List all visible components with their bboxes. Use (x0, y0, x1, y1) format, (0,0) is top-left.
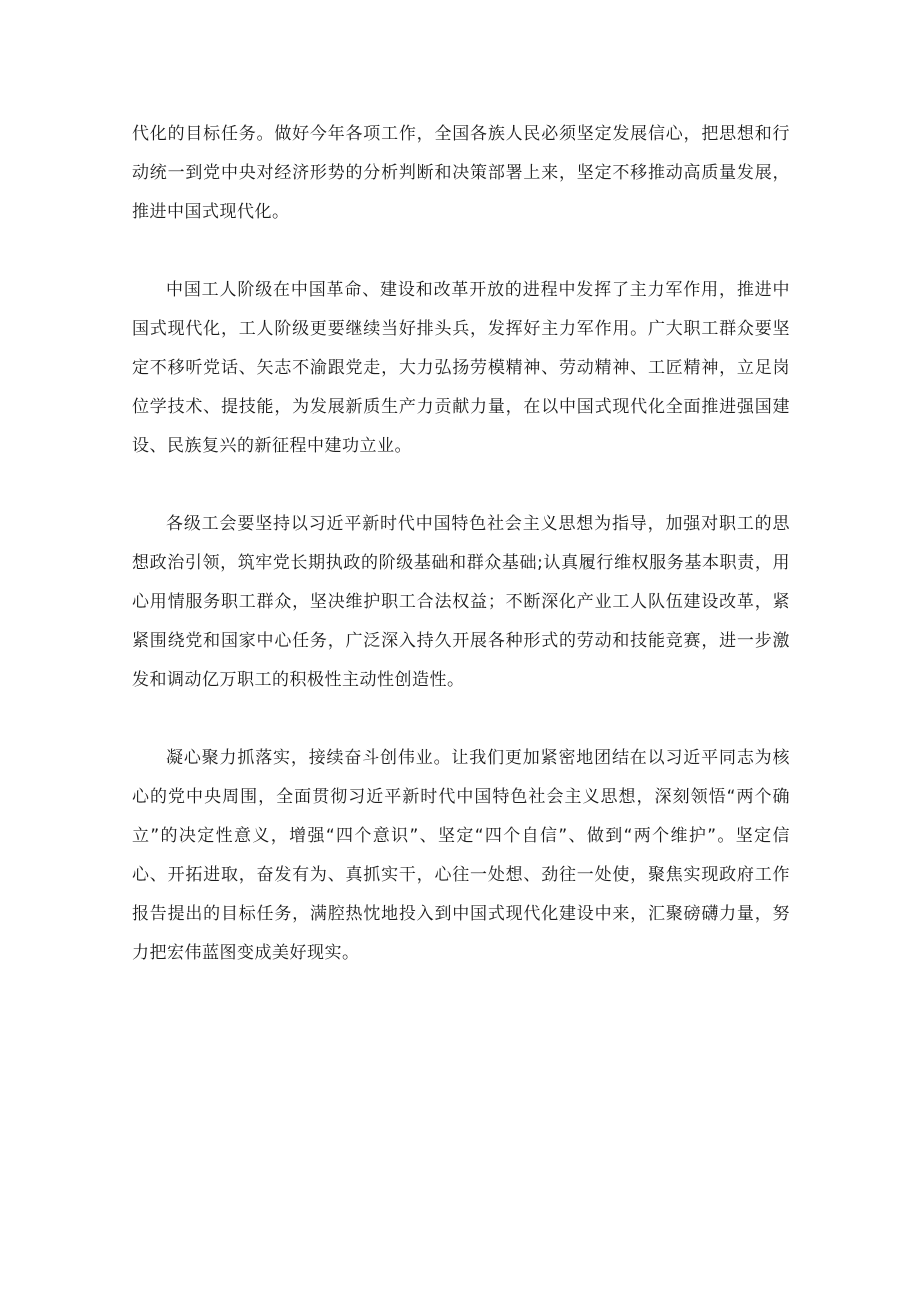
paragraph-working-class: 中国工人阶级在中国革命、建设和改革开放的进程中发挥了主力军作用，推进中国式现代化，工人阶级更要继续当好排头兵，发挥好主力军作用。广大职工群众要坚定不移听党话、矢志不渝跟党走，大力弘扬劳模精神、劳动精神、工匠精神，立足岗位学技术、提技能，为发展新质生产力贡献力量，在以中国式现代化全面推进强国建设、民族复兴的新征程中建功立业。 (132, 280, 790, 456)
paragraph-call-to-action: 凝心聚力抓落实，接续奋斗创伟业。让我们更加紧密地团结在以习近平同志为核心的党中央周围，全面贯彻习近平新时代中国特色社会主义思想，深刻领悟“两个确立”的决定性意义，增强“四个意识”、坚定“四个自信”、做到“两个维护”。坚定信心、开拓进取，奋发有为、真抓实干，心往一处想、劲往一处使，聚焦实现政府工作报告提出的目标任务，满腔热忱地投入到中国式现代化建设中来，汇聚磅礴力量，努力把宏伟蓝图变成美好现实。 (132, 748, 790, 963)
paragraph-continuation: 代化的目标任务。做好今年各项工作，全国各族人民必须坚定发展信心，把思想和行动统一到党中央对经济形势的分析判断和决策部署上来，坚定不移推动高质量发展，推进中国式现代化。 (132, 124, 790, 222)
document-body (132, 115, 790, 973)
paragraph-trade-unions: 各级工会要坚持以习近平新时代中国特色社会主义思想为指导，加强对职工的思想政治引领，筑牢党长期执政的阶级基础和群众基础;认真履行维权服务基本职责，用心用情服务职工群众，坚决维护职工合法权益；不断深化产业工人队伍建设改革，紧紧围绕党和国家中心任务，广泛深入持久开展各种形式的劳动和技能竞赛，进一步激发和调动亿万职工的积极性主动性创造性。 (132, 514, 790, 690)
